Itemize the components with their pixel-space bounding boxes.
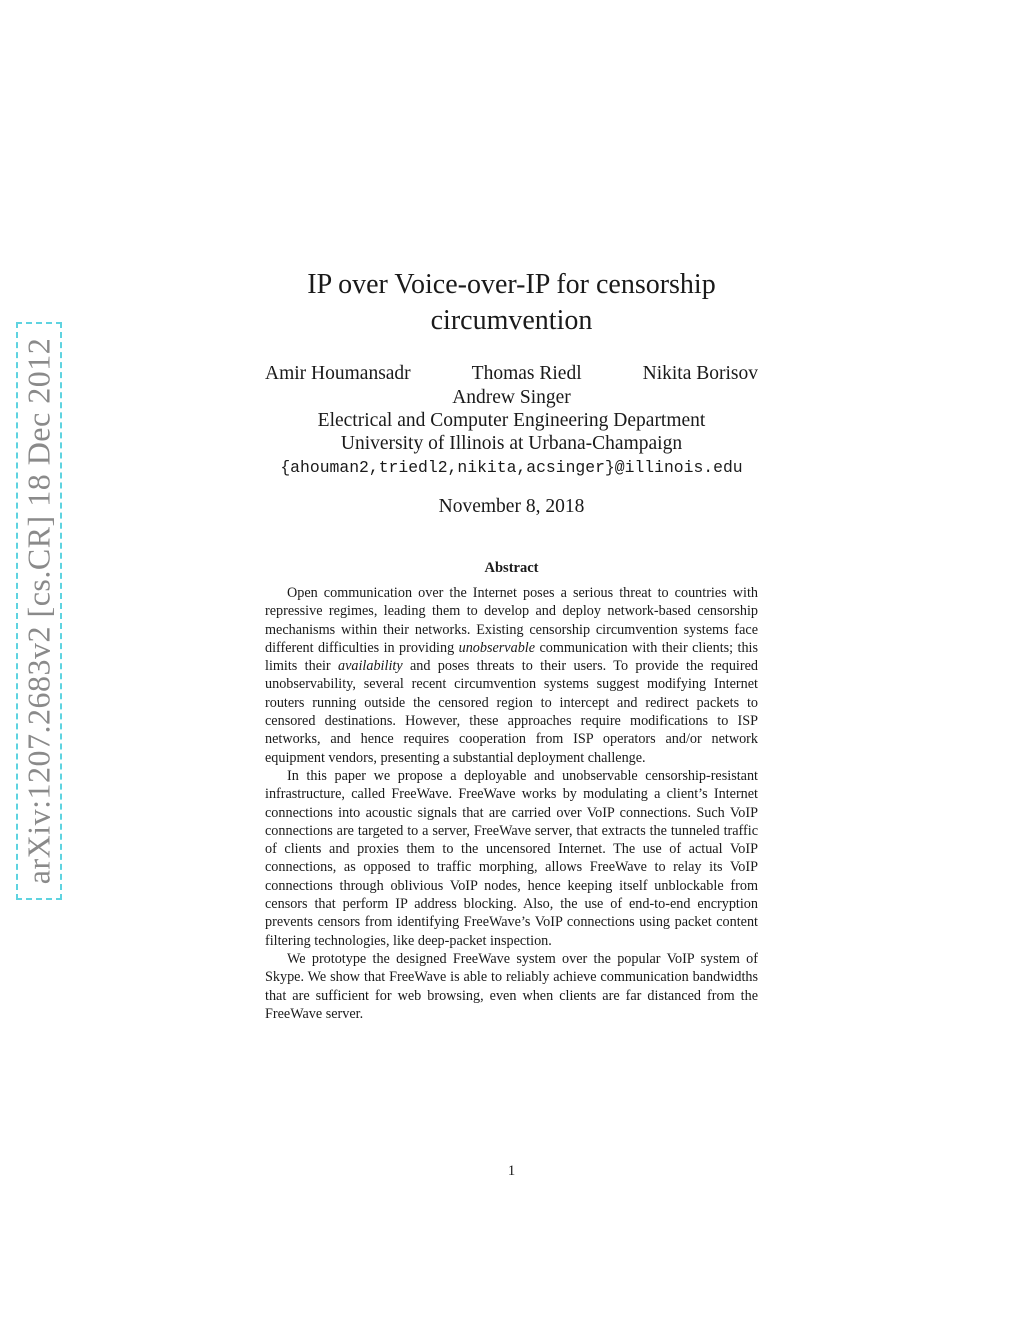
title-line-2: circumvention bbox=[430, 305, 593, 336]
author-list bbox=[265, 362, 758, 386]
author-name: Andrew Singer bbox=[452, 387, 571, 408]
emphasis-text: availability bbox=[338, 658, 403, 675]
abstract-text: Open communication over the Internet poses a serious threat to countries with repressive regimes, leading them to develop and deploy network-based censorship mechanisms within their networks. Existing censorship circumvention systems face different difficulties in providing bbox=[265, 585, 758, 656]
emphasis-text: unobservable bbox=[458, 639, 536, 656]
abstract-paragraph bbox=[265, 584, 758, 767]
author-name: Thomas Riedl bbox=[471, 363, 582, 384]
abstract-text: communication with their clients; this limits their bbox=[265, 639, 758, 675]
title-line-1: IP over Voice-over-IP for censorship bbox=[307, 269, 716, 300]
arxiv-stamp bbox=[16, 322, 62, 900]
author-name: Nikita Borisov bbox=[642, 363, 758, 384]
publication-date: November 8, 2018 bbox=[438, 496, 585, 517]
paper-title bbox=[265, 267, 758, 339]
affiliation-department: Electrical and Computer Engineering Department bbox=[317, 410, 706, 431]
abstract-body bbox=[265, 584, 758, 1023]
author-name: Amir Houmansadr bbox=[265, 363, 411, 384]
author-emails: {ahouman2,triedl2,nikita,acsinger}@illinois.edu bbox=[280, 458, 743, 477]
page-number: 1 bbox=[507, 1163, 516, 1179]
abstract-paragraph: In this paper we propose a deployable and unobservable censorship-resistant infrastructure, called FreeWave. FreeWave works by modulating a client’s Internet connections into acoustic signals that are carried over VoIP connections. Such VoIP connections are targeted to a server, FreeWave server, that extracts the tunneled traffic of clients and proxies them to the uncensored Internet. The use of actual VoIP connections, as opposed to traffic morphing, allows FreeWave to relay its VoIP connections through oblivious VoIP nodes, hence keeping itself unblockable from censors that perform IP address blocking. Also, the use of end-to-end encryption prevents censors from identifying FreeWave’s VoIP connections using packet content filtering technologies, like deep-packet inspection. bbox=[265, 767, 758, 949]
abstract-text: and poses threats to their users. To provide the required unobservability, several recent circumvention systems suggest modifying Internet routers running outside the censored region to intercept and redirect packets to censored destinations. However, these approaches require modifications to ISP networks, and hence requires cooperation from ISP operators and/or network equipment vendors, presenting a substantial deployment challenge. bbox=[265, 658, 758, 766]
abstract-heading: Abstract bbox=[484, 560, 539, 576]
affiliation-university: University of Illinois at Urbana-Champaign bbox=[340, 433, 683, 454]
abstract-paragraph: We prototype the designed FreeWave system over the popular VoIP system of Skype. We show that FreeWave is able to reliably achieve communication bandwidths that are sufficient for web browsing, even when clients are far distanced from the FreeWave server. bbox=[265, 950, 758, 1022]
arxiv-identifier: arXiv:1207.2683v2 [cs.CR] 18 Dec 2012 bbox=[20, 337, 57, 885]
